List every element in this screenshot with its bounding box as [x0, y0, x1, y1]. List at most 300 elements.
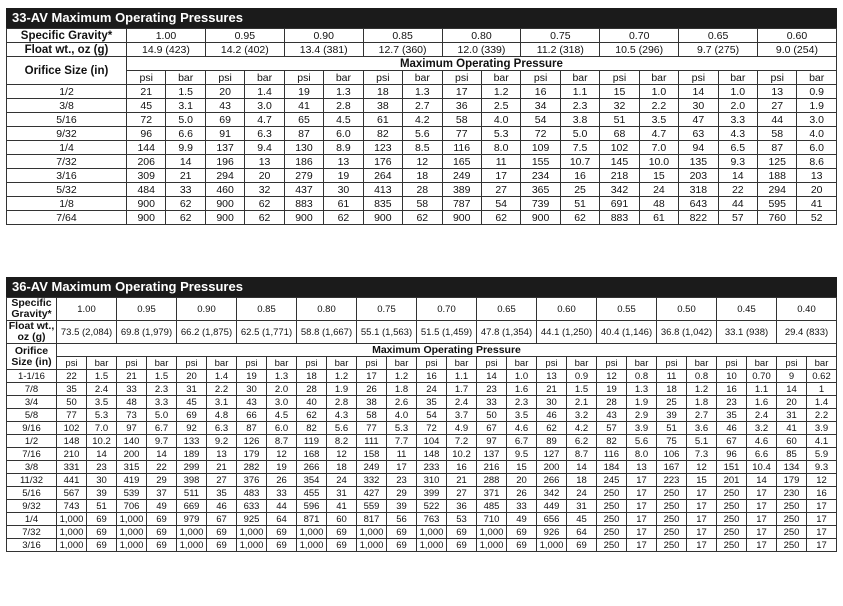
- bar-value: 6.7: [507, 435, 537, 448]
- unit-psi: psi: [442, 71, 481, 85]
- bar-value: 69: [207, 539, 237, 552]
- specific-gravity-value: 0.70: [417, 298, 477, 321]
- orifice-size-label: Orifice Size (in): [7, 344, 57, 370]
- psi-value: 669: [177, 500, 207, 513]
- psi-value: 1,000: [177, 526, 207, 539]
- psi-value: 250: [597, 526, 627, 539]
- psi-value: 62: [537, 422, 567, 435]
- bar-value: 4.6: [507, 422, 537, 435]
- table-row: [7, 169, 837, 183]
- psi-value: 111: [357, 435, 387, 448]
- psi-value: 250: [597, 487, 627, 500]
- bar-value: 37: [147, 487, 177, 500]
- float-weight-value: 69.8 (1,979): [117, 321, 177, 344]
- bar-value: 17: [687, 526, 717, 539]
- bar-value: 1.5: [166, 85, 205, 99]
- psi-value: 130: [284, 141, 323, 155]
- unit-psi: psi: [284, 71, 323, 85]
- unit-bar: bar: [403, 71, 442, 85]
- unit-bar: bar: [687, 357, 717, 370]
- bar-value: 5.3: [387, 422, 417, 435]
- table-row: [7, 487, 837, 500]
- bar-value: 1.3: [267, 370, 297, 383]
- psi-value: 201: [717, 474, 747, 487]
- bar-value: 17: [627, 526, 657, 539]
- psi-value: 822: [679, 211, 718, 225]
- psi-value: 18: [297, 370, 327, 383]
- bar-value: 4.1: [807, 435, 837, 448]
- bar-value: 41: [797, 197, 836, 211]
- psi-value: 1,000: [237, 526, 267, 539]
- specific-gravity-row: [7, 29, 837, 43]
- bar-value: 17: [807, 539, 837, 552]
- bar-value: 7.2: [447, 435, 477, 448]
- bar-value: 1.0: [718, 85, 757, 99]
- table-row: [7, 396, 837, 409]
- psi-value: 13: [537, 370, 567, 383]
- bar-value: 1.1: [560, 85, 599, 99]
- psi-value: 16: [417, 370, 447, 383]
- bar-value: 22: [718, 183, 757, 197]
- bar-value: 9.4: [245, 141, 284, 155]
- psi-value: 342: [600, 183, 639, 197]
- psi-value: 925: [237, 513, 267, 526]
- unit-bar: bar: [797, 71, 836, 85]
- psi-value: 835: [363, 197, 402, 211]
- psi-value: 116: [442, 141, 481, 155]
- bar-value: 8.2: [327, 435, 357, 448]
- psi-value: 230: [777, 487, 807, 500]
- bar-value: 3.6: [687, 422, 717, 435]
- orifice-size: 1/4: [7, 141, 127, 155]
- bar-value: 69: [387, 526, 417, 539]
- bar-value: 33: [166, 183, 205, 197]
- psi-value: 250: [777, 513, 807, 526]
- bar-value: 3.8: [560, 113, 599, 127]
- psi-value: 559: [357, 500, 387, 513]
- bar-value: 4.9: [447, 422, 477, 435]
- bar-value: 4.7: [639, 127, 678, 141]
- bar-value: 3.1: [166, 99, 205, 113]
- bar-value: 2.3: [507, 396, 537, 409]
- bar-value: 60: [327, 513, 357, 526]
- bar-value: 16: [807, 487, 837, 500]
- table-row: [7, 383, 837, 396]
- specific-gravity-value: 0.75: [521, 29, 600, 43]
- bar-value: 12: [403, 155, 442, 169]
- bar-value: 17: [687, 513, 717, 526]
- bar-value: 5.6: [327, 422, 357, 435]
- psi-value: 522: [417, 500, 447, 513]
- psi-value: 75: [657, 435, 687, 448]
- bar-value: 2.3: [560, 99, 599, 113]
- psi-value: 30: [679, 99, 718, 113]
- orifice-size: 1/2: [7, 85, 127, 99]
- psi-value: 455: [297, 487, 327, 500]
- psi-value: 119: [297, 435, 327, 448]
- float-weight-value: 13.4 (381): [284, 43, 363, 57]
- specific-gravity-value: 0.85: [237, 298, 297, 321]
- bar-value: 1.4: [807, 396, 837, 409]
- psi-value: 14: [679, 85, 718, 99]
- orifice-size: 7/32: [7, 155, 127, 169]
- psi-value: 234: [521, 169, 560, 183]
- bar-value: 27: [481, 183, 520, 197]
- psi-value: 14: [777, 383, 807, 396]
- bar-value: 69: [147, 513, 177, 526]
- bar-value: 17: [747, 500, 777, 513]
- psi-value: 148: [417, 448, 447, 461]
- psi-value: 250: [657, 526, 687, 539]
- psi-value: 250: [597, 500, 627, 513]
- max-operating-pressure-header: Maximum Operating Pressure: [57, 344, 837, 357]
- bar-value: 29: [387, 487, 417, 500]
- psi-value: 96: [127, 127, 166, 141]
- bar-value: 2.0: [267, 383, 297, 396]
- psi-value: 69: [205, 113, 244, 127]
- psi-value: 309: [127, 169, 166, 183]
- table-row: [7, 127, 837, 141]
- psi-value: 58: [758, 127, 797, 141]
- psi-value: 294: [205, 169, 244, 183]
- unit-bar: bar: [807, 357, 837, 370]
- bar-value: 17: [387, 461, 417, 474]
- psi-value: 1,000: [417, 526, 447, 539]
- units-row: [7, 71, 837, 85]
- psi-value: 299: [177, 461, 207, 474]
- bar-value: 22: [147, 461, 177, 474]
- table-row: [7, 211, 837, 225]
- bar-value: 44: [718, 197, 757, 211]
- table-row: [7, 474, 837, 487]
- psi-value: 34: [521, 99, 560, 113]
- psi-value: 900: [205, 211, 244, 225]
- bar-value: 17: [747, 513, 777, 526]
- bar-value: 3.9: [807, 422, 837, 435]
- psi-value: 18: [363, 85, 402, 99]
- bar-value: 7.3: [687, 448, 717, 461]
- specific-gravity-value: 1.00: [57, 298, 117, 321]
- bar-value: 1.0: [507, 370, 537, 383]
- table-row: [7, 99, 837, 113]
- bar-value: 17: [627, 474, 657, 487]
- orifice-size: 5/32: [7, 183, 127, 197]
- psi-value: 900: [442, 211, 481, 225]
- psi-value: 760: [758, 211, 797, 225]
- orifice-size: 1/4: [7, 513, 57, 526]
- specific-gravity-value: 0.65: [477, 298, 537, 321]
- bar-value: 69: [87, 526, 117, 539]
- bar-value: 3.3: [147, 396, 177, 409]
- float-weight-value: 12.7 (360): [363, 43, 442, 57]
- bar-value: 3.5: [87, 396, 117, 409]
- bar-value: 3.2: [567, 409, 597, 422]
- psi-value: 33: [477, 396, 507, 409]
- psi-value: 82: [363, 127, 402, 141]
- psi-value: 109: [521, 141, 560, 155]
- unit-bar: bar: [507, 357, 537, 370]
- bar-value: 13: [207, 448, 237, 461]
- psi-value: 266: [297, 461, 327, 474]
- psi-value: 89: [537, 435, 567, 448]
- orifice-size: 1/8: [7, 197, 127, 211]
- bar-value: 58: [403, 197, 442, 211]
- psi-value: 1,000: [297, 526, 327, 539]
- unit-psi: psi: [117, 357, 147, 370]
- psi-value: 9: [777, 370, 807, 383]
- specific-gravity-value: 0.85: [363, 29, 442, 43]
- psi-value: 427: [357, 487, 387, 500]
- table-row: [7, 435, 837, 448]
- psi-value: 137: [205, 141, 244, 155]
- specific-gravity-value: 1.00: [127, 29, 206, 43]
- bar-value: 0.62: [807, 370, 837, 383]
- unit-psi: psi: [177, 357, 207, 370]
- psi-value: 51: [657, 422, 687, 435]
- bar-value: 1.6: [507, 383, 537, 396]
- psi-value: 20: [777, 396, 807, 409]
- mop-header-row: [7, 57, 837, 71]
- bar-value: 1.5: [567, 383, 597, 396]
- bar-value: 15: [639, 169, 678, 183]
- psi-value: 26: [357, 383, 387, 396]
- specific-gravity-value: 0.60: [758, 29, 837, 43]
- unit-psi: psi: [657, 357, 687, 370]
- psi-value: 35: [417, 396, 447, 409]
- float-weight-row: [7, 321, 837, 344]
- psi-value: 19: [284, 85, 323, 99]
- bar-value: 2.1: [567, 396, 597, 409]
- bar-value: 30: [324, 183, 363, 197]
- psi-value: 817: [357, 513, 387, 526]
- unit-bar: bar: [567, 357, 597, 370]
- orifice-size: 9/16: [7, 422, 57, 435]
- bar-value: 69: [147, 539, 177, 552]
- bar-value: 44: [267, 500, 297, 513]
- bar-value: 1.2: [481, 85, 520, 99]
- bar-value: 54: [481, 197, 520, 211]
- bar-value: 61: [324, 197, 363, 211]
- bar-value: 69: [87, 539, 117, 552]
- bar-value: 6.3: [207, 422, 237, 435]
- psi-value: 376: [237, 474, 267, 487]
- psi-value: 365: [521, 183, 560, 197]
- bar-value: 30: [87, 474, 117, 487]
- bar-value: 18: [403, 169, 442, 183]
- bar-value: 14: [166, 155, 205, 169]
- bar-value: 67: [207, 513, 237, 526]
- psi-value: 250: [597, 513, 627, 526]
- unit-psi: psi: [417, 357, 447, 370]
- psi-value: 399: [417, 487, 447, 500]
- bar-value: 4.0: [387, 409, 417, 422]
- psi-value: 1,000: [57, 539, 87, 552]
- psi-value: 102: [57, 422, 87, 435]
- psi-value: 926: [537, 526, 567, 539]
- psi-value: 45: [127, 99, 166, 113]
- bar-value: 17: [747, 539, 777, 552]
- bar-value: 5.3: [481, 127, 520, 141]
- bar-value: 69: [507, 539, 537, 552]
- orifice-size: 7/32: [7, 526, 57, 539]
- psi-value: 30: [537, 396, 567, 409]
- bar-value: 31: [327, 487, 357, 500]
- psi-value: 449: [537, 500, 567, 513]
- psi-value: 318: [679, 183, 718, 197]
- table-row: [7, 155, 837, 169]
- unit-psi: psi: [717, 357, 747, 370]
- bar-value: 2.6: [387, 396, 417, 409]
- psi-value: 145: [600, 155, 639, 169]
- psi-value: 22: [57, 370, 87, 383]
- psi-value: 1,000: [57, 513, 87, 526]
- specific-gravity-value: 0.50: [657, 298, 717, 321]
- float-weight-value: 33.1 (938): [717, 321, 777, 344]
- psi-value: 250: [717, 539, 747, 552]
- bar-value: 2.3: [147, 383, 177, 396]
- orifice-size: 7/16: [7, 448, 57, 461]
- float-weight-value: 9.7 (275): [679, 43, 758, 57]
- psi-value: 57: [597, 422, 627, 435]
- bar-value: 1.2: [327, 370, 357, 383]
- psi-value: 50: [477, 409, 507, 422]
- bar-value: 1.8: [387, 383, 417, 396]
- psi-value: 179: [237, 448, 267, 461]
- bar-value: 1.5: [147, 370, 177, 383]
- psi-value: 398: [177, 474, 207, 487]
- bar-value: 49: [507, 513, 537, 526]
- bar-value: 5.9: [807, 448, 837, 461]
- bar-value: 5.3: [87, 409, 117, 422]
- bar-value: 69: [327, 539, 357, 552]
- bar-value: 21: [207, 461, 237, 474]
- psi-value: 31: [777, 409, 807, 422]
- psi-value: 23: [717, 396, 747, 409]
- psi-value: 92: [177, 422, 207, 435]
- bar-value: 20: [245, 169, 284, 183]
- psi-value: 249: [442, 169, 481, 183]
- float-weight-value: 73.5 (2,084): [57, 321, 117, 344]
- bar-value: 9.7: [147, 435, 177, 448]
- float-weight-label: Float wt., oz (g): [7, 43, 127, 57]
- psi-value: 1,000: [117, 526, 147, 539]
- orifice-size-label: Orifice Size (in): [7, 57, 127, 85]
- bar-value: 62: [403, 211, 442, 225]
- specific-gravity-value: 0.95: [117, 298, 177, 321]
- psi-value: 47: [679, 113, 718, 127]
- bar-value: 1.2: [387, 370, 417, 383]
- bar-value: 5.0: [560, 127, 599, 141]
- bar-value: 69: [327, 526, 357, 539]
- psi-value: 35: [57, 383, 87, 396]
- bar-value: 3.5: [507, 409, 537, 422]
- psi-value: 31: [177, 383, 207, 396]
- bar-value: 21: [166, 169, 205, 183]
- unit-bar: bar: [267, 357, 297, 370]
- psi-value: 21: [537, 383, 567, 396]
- bar-value: 14: [87, 448, 117, 461]
- bar-value: 8.6: [797, 155, 836, 169]
- psi-value: 1,000: [357, 539, 387, 552]
- specific-gravity-value: 0.90: [177, 298, 237, 321]
- psi-value: 643: [679, 197, 718, 211]
- unit-psi: psi: [758, 71, 797, 85]
- table-row: [7, 197, 837, 211]
- bar-value: 48: [639, 197, 678, 211]
- psi-value: 148: [57, 435, 87, 448]
- psi-value: 87: [237, 422, 267, 435]
- table-row: [7, 85, 837, 99]
- bar-value: 9.9: [166, 141, 205, 155]
- bar-value: 61: [639, 211, 678, 225]
- units-row: [7, 357, 837, 370]
- specific-gravity-value: 0.95: [205, 29, 284, 43]
- bar-value: 4.2: [403, 113, 442, 127]
- bar-value: 3.0: [267, 396, 297, 409]
- bar-value: 51: [560, 197, 599, 211]
- bar-value: 15: [687, 474, 717, 487]
- bar-value: 5.0: [166, 113, 205, 127]
- orifice-size: 3/8: [7, 99, 127, 113]
- bar-value: 1.8: [687, 396, 717, 409]
- orifice-size: 1/2: [7, 435, 57, 448]
- psi-value: 12: [597, 370, 627, 383]
- psi-value: 460: [205, 183, 244, 197]
- psi-value: 19: [237, 370, 267, 383]
- bar-value: 18: [567, 474, 597, 487]
- bar-value: 62: [324, 211, 363, 225]
- bar-value: 0.9: [797, 85, 836, 99]
- bar-value: 69: [387, 539, 417, 552]
- bar-value: 2.4: [87, 383, 117, 396]
- bar-value: 12: [807, 474, 837, 487]
- specific-gravity-value: 0.75: [357, 298, 417, 321]
- psi-value: 250: [777, 500, 807, 513]
- bar-value: 17: [687, 500, 717, 513]
- bar-value: 13: [245, 155, 284, 169]
- bar-value: 17: [747, 526, 777, 539]
- bar-value: 62: [166, 211, 205, 225]
- psi-value: 23: [477, 383, 507, 396]
- table-row: [7, 422, 837, 435]
- bar-value: 62: [245, 211, 284, 225]
- psi-value: 94: [679, 141, 718, 155]
- psi-value: 1,000: [477, 526, 507, 539]
- bar-value: 6.3: [245, 127, 284, 141]
- float-weight-value: 11.2 (318): [521, 43, 600, 57]
- float-weight-value: 47.8 (1,354): [477, 321, 537, 344]
- bar-value: 19: [324, 169, 363, 183]
- orifice-size: 3/16: [7, 539, 57, 552]
- orifice-size: 7/64: [7, 211, 127, 225]
- bar-value: 1.4: [245, 85, 284, 99]
- psi-value: 633: [237, 500, 267, 513]
- psi-value: 900: [127, 197, 166, 211]
- bar-value: 49: [147, 500, 177, 513]
- psi-value: 184: [597, 461, 627, 474]
- table2-36av: [6, 297, 837, 552]
- psi-value: 77: [357, 422, 387, 435]
- psi-value: 282: [237, 461, 267, 474]
- bar-value: 2.2: [207, 383, 237, 396]
- psi-value: 743: [57, 500, 87, 513]
- bar-value: 17: [807, 513, 837, 526]
- psi-value: 36: [442, 99, 481, 113]
- bar-value: 69: [207, 526, 237, 539]
- table-row: [7, 461, 837, 474]
- bar-value: 46: [207, 500, 237, 513]
- psi-value: 354: [297, 474, 327, 487]
